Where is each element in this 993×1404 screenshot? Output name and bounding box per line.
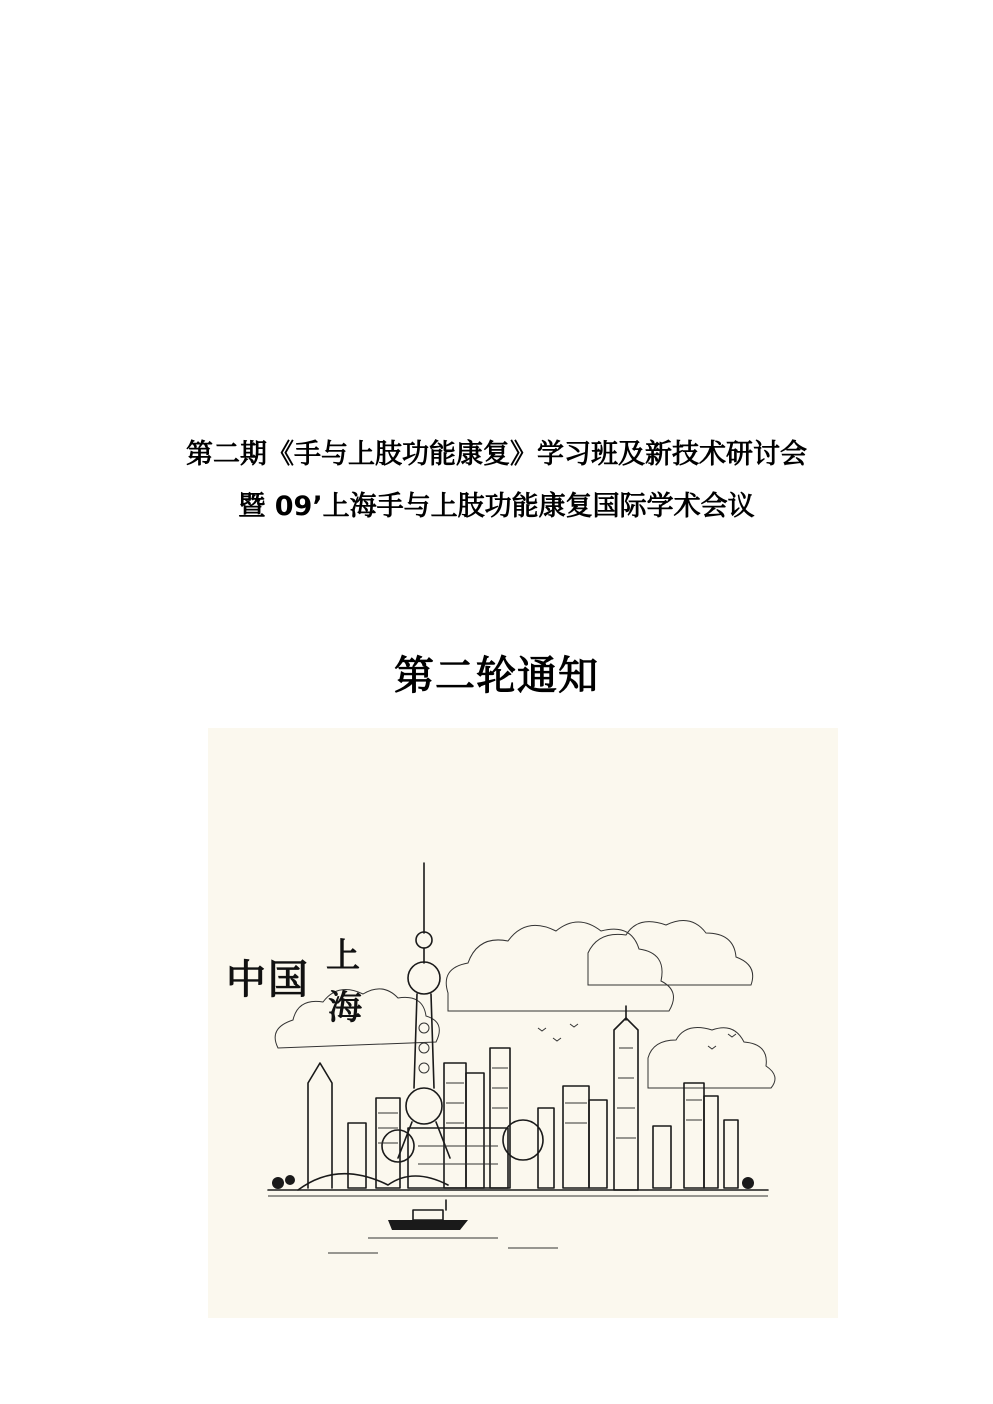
conference-title-line-2: 暨 09’上海手与上肢功能康复国际学术会议: [238, 491, 755, 522]
label-china: 中国: [226, 956, 310, 1003]
label-shanghai-second-char: 海: [328, 988, 362, 1028]
shanghai-skyline-illustration: [208, 728, 838, 1318]
label-shanghai-first-char: 上: [326, 936, 360, 976]
notice-heading: 第二轮通知: [394, 653, 599, 699]
paper-background: [208, 728, 838, 1318]
conference-title-line-1: 第二期《手与上肢功能康复》学习班及新技术研讨会: [186, 439, 807, 470]
skyline-sketch: [208, 728, 838, 1318]
